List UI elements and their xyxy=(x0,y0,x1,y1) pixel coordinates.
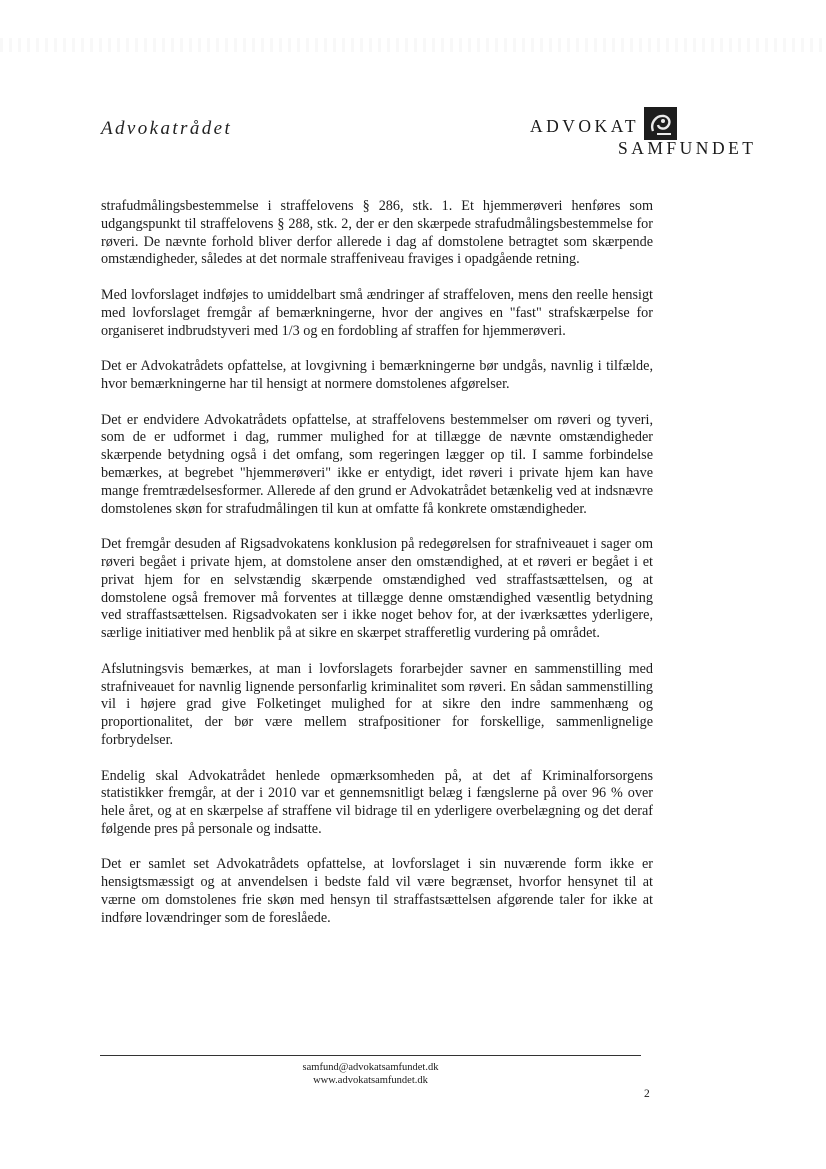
logo-text-bottom: SAMFUNDET xyxy=(618,138,757,158)
letter-body xyxy=(101,198,653,945)
sender-name: Advokatrådet xyxy=(101,118,233,139)
paragraph: Afslutningsvis bemærkes, at man i lovforslagets forarbejder savner en sammenstilling med strafniveauet for navnlig lignende personfarlig kriminalitet som røveri. En sådan sammenstilling vil i højere grad give Folketinget mulighed for at sikre den indre sammenhæng og proportionalitet, der bør være mellem strafpositioner for forskellige, sammenlignelige forbrydelser. xyxy=(101,660,653,748)
paragraph: Det er endvidere Advokatrådets opfattelse, at straffelovens bestemmelser om røveri og tyveri, som de er udformet i dag, rummer mulighed for at tillægge de nævnte omstændigheder skærpende betydning også i det omfang, som regeringen lægger op til. I samme forbindelse bemærkes, at begrebet "hjemmerøveri" ikke er entydigt, idet røveri i private hjem kan have mange fremtrædelsesformer. Allerede af den grund er Advokatrådet betænkelig ved at indsnævre domstolenes skøn for strafudmålingen til kun at omfatte få konkrete omstændigheder. xyxy=(101,411,653,517)
paragraph: strafudmålingsbestemmelse i straffelovens § 286, stk. 1. Et hjemmerøveri henføres som udgangspunkt til straffelovens § 288, stk. 2, der er den skærpede strafudmålingsbestemmelse for røveri. De nævnte forhold bliver derfor allerede i dag af domstolene betragtet som skærpende omstændigheder, således at det normale straffeniveau fraviges i opadgående retning. xyxy=(101,198,653,268)
paragraph: Det fremgår desuden af Rigsadvokatens konklusion på redegørelsen for strafniveauet i sager om røveri begået i private hjem, at domstolene anser den omstændighed, at et røveri er begået i et privat hjem for en selvstændig skærpende omstændighed ved straffastsættelsen, og at domstolene også fremover må forventes at tillægge denne omstændighed væsentlig betydning ved straffastsættelsen. Rigsadvokaten ser i ikke noget behov for, at der iværksættes yderligere, særlige initiativer med henblik på at sikre en skærpet strafferetlig vurdering på området. xyxy=(101,536,653,642)
footer-website: www.advokatsamfundet.dk xyxy=(313,1075,428,1086)
footer-contact xyxy=(100,1061,641,1087)
footer-divider xyxy=(100,1055,641,1056)
paragraph: Det er Advokatrådets opfattelse, at lovgivning i bemærkningerne bør undgås, navnlig i tilfælde, hvor bemærkningerne har til hensigt at normere domstolenes afgørelser. xyxy=(101,358,653,392)
advokatsamfundet-logo xyxy=(530,94,800,164)
advokatsamfundet-emblem-icon xyxy=(644,107,677,140)
letterhead xyxy=(0,0,826,170)
page-number: 2 xyxy=(644,1088,650,1100)
logo-text-top: ADVOKAT xyxy=(530,116,640,136)
paragraph: Med lovforslaget indføjes to umiddelbart små ændringer af straffeloven, mens den reelle hensigt med lovforslaget fremgår af bemærkningerne, hvor der angives en "fast" strafskærpelse for organiseret indbrudstyveri med 1/3 og en fordobling af straffen for hjemmerøveri. xyxy=(101,286,653,339)
paragraph: Endelig skal Advokatrådet henlede opmærksomheden på, at det af Kriminalforsorgens statistikker fremgår, at der i 2010 var et gennemsnitligt belæg i fængslerne på over 96 % over hele året, og at en skærpelse af straffene vil bidrage til en yderligere overbelægning og det deraf følgende pres på personale og indsatte. xyxy=(101,767,653,837)
footer-email: samfund@advokatsamfundet.dk xyxy=(302,1062,439,1073)
paragraph: Det er samlet set Advokatrådets opfattelse, at lovforslaget i sin nuværende form ikke er hensigtsmæssigt og at anvendelsen i bedste fald vil være begrænset, hvorfor hensynet til at værne om domstolenes frie skøn med hensyn til straffastsættelsen afgørende taler for ikke at indføre lovændringer som de foreslåede. xyxy=(101,856,653,926)
